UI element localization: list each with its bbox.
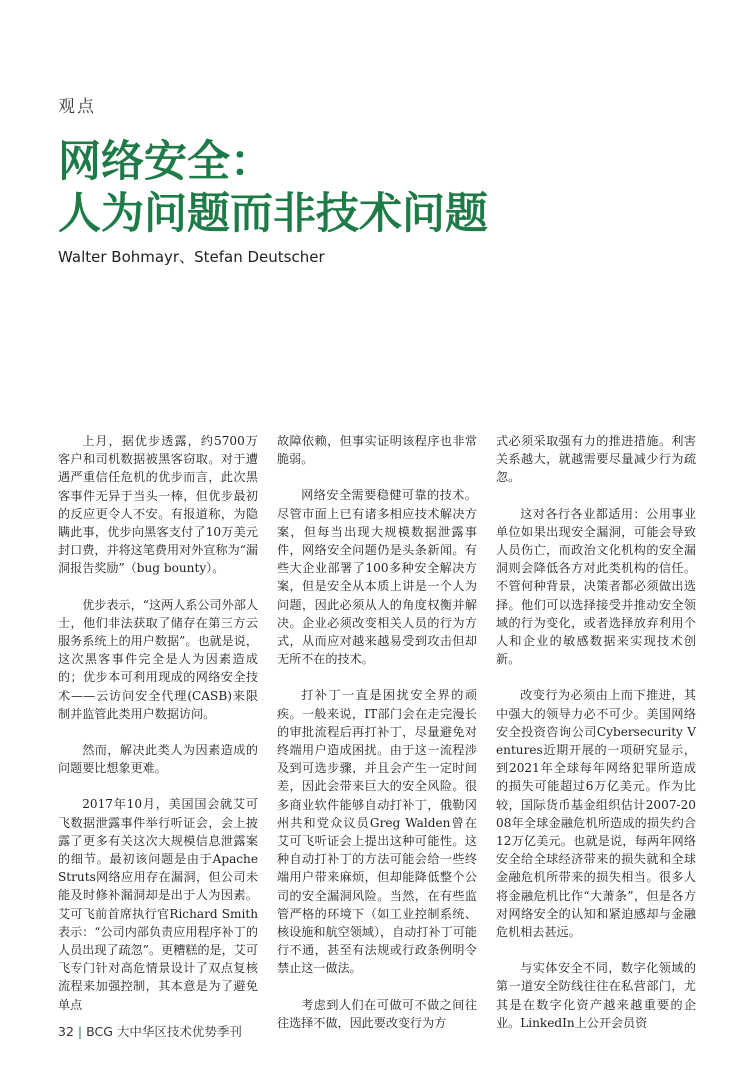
paragraph: 然而，解决此类人为因素造成的问题要比想象更难。 [58,743,258,776]
page-footer [58,1022,242,1040]
article-title [58,136,718,240]
paragraph: 2017年10月，美国国会就艾可飞数据泄露事件举行听证会，会上披露了更多有关这次大规模信息泄露案的细节。最初该问题是由于Apache Struts网络应用存在漏洞，但公司未能及时修补漏洞却是出于人为因素。艾可飞前首席执行官Richard Smith表示：“公司内部负责应用程序补丁的人员出现了疏忽”。更糟糕的是，艾可飞专门针对高危情景设计了双点复核流程来加强控制，其本意是为了避免单点 [58,797,258,1012]
text-column-1 [58,432,258,1032]
paragraph: 优步表示，“这两人系公司外部人士，他们非法获取了储存在第三方云服务系统上的用户数据”。也就是说，这次黑客事件完全是人为因素造成的；优步本可利用现成的网络安全技术——云访问安全代理(CASB)来限制并监管此类用户数据访问。 [58,597,258,721]
paragraph: 改变行为必须由上而下推进，其中强大的领导力必不可少。美国网络安全投资咨询公司Cybersecurity Ventures近期开展的一项研究显示，到2021年全球每年网络犯罪所造成的损失可能超过6万亿美元。作为比较，国际货币基金组织估计2007-2008年全球金融危机所造成的损失约合12万亿美元。也就是说，每两年网络安全给全球经济带来的损失就和全球金融危机所带来的损失相当。很多人将金融危机比作“大萧条”，但是各方对网络安全的认知和紧迫感却与金融危机相去甚远。 [496,688,696,940]
paragraph: 故障依赖，但事实证明该程序也非常脆弱。 [277,434,477,467]
paragraph: 这对各行各业都适用：公用事业单位如果出现安全漏洞，可能会导致人员伤亡，而政治文化机构的安全漏洞则会降低各方对此类机构的信任。不管何种背景，决策者都必须做出选择。他们可以选择接受并推动安全领域的行为变化，或者选择放弃利用个人和企业的敏感数据来实现技术创新。 [496,506,696,667]
paragraph: 打补丁一直是困扰安全界的顽疾。一般来说，IT部门会在走完漫长的审批流程后再打补丁，尽量避免对终端用户造成困扰。由于这一流程涉及到可选步骤，并且会产生一定时间差，因此会带来巨大的安全风险。很多商业软件能够自动打补丁，俄勒冈州共和党众议员Greg Walden曾在艾可飞听证会上提出这种可能性。这种自动打补丁的方法可能会给一些终端用户带来麻烦，但却能降低整个公司的安全漏洞风险。当然，在有些监管严格的环境下（如工业控制系统、核设施和航空领域），自动打补丁可能行不通，甚至有法规或行政条例明令禁止这一做法。 [277,688,477,976]
title-line-1: 网络安全： [58,137,273,187]
paragraph: 与实体安全不同，数字化领域的第一道安全防线往往在私营部门，尤其是在数字化资产越来越重要的企业。LinkedIn上公开会员资 [496,961,696,1030]
paragraph: 上月，据优步透露，约5700万客户和司机数据被黑客窃取。对于遭遇严重信任危机的优步而言，此次黑客事件无异于当头一棒，但优步最初的反应更令人不安。有报道称，为隐瞒此事，优步向黑客支付了10万美元封口费，并将这笔费用对外宣称为“漏洞报告奖励”（bug bounty）。 [58,434,258,576]
paragraph: 式必须采取强有力的推进措施。利害关系越大，就越需要尽量减少行为疏忽。 [496,434,696,485]
publication-name: BCG 大中华区技术优势季刊 [86,1024,242,1039]
section-label: 观点 [58,97,96,117]
paragraph: 考虑到人们在可做可不做之间往往选择不做，因此要改变行为方 [277,997,477,1030]
text-column-2 [277,432,477,1050]
paragraph: 网络安全需要稳健可靠的技术。尽管市面上已有诸多相应技术解决方案，但每当出现大规模数据泄露事件，网络安全问题仍是头条新闻。有些大企业部署了100多种安全解决方案，但是安全从本质上讲是一个人为问题，因此必须从人的角度权衡并解决。企业必须改变相关人员的行为方式，从而应对越来越易受到攻击但却无所不在的技术。 [277,488,477,667]
footer-separator: | [77,1024,83,1039]
text-column-3 [496,432,696,1050]
title-line-2: 人为问题而非技术问题 [58,189,488,239]
author-byline: Walter Bohmayr、Stefan Deutscher [58,248,325,266]
page-number: 32 [58,1024,74,1039]
